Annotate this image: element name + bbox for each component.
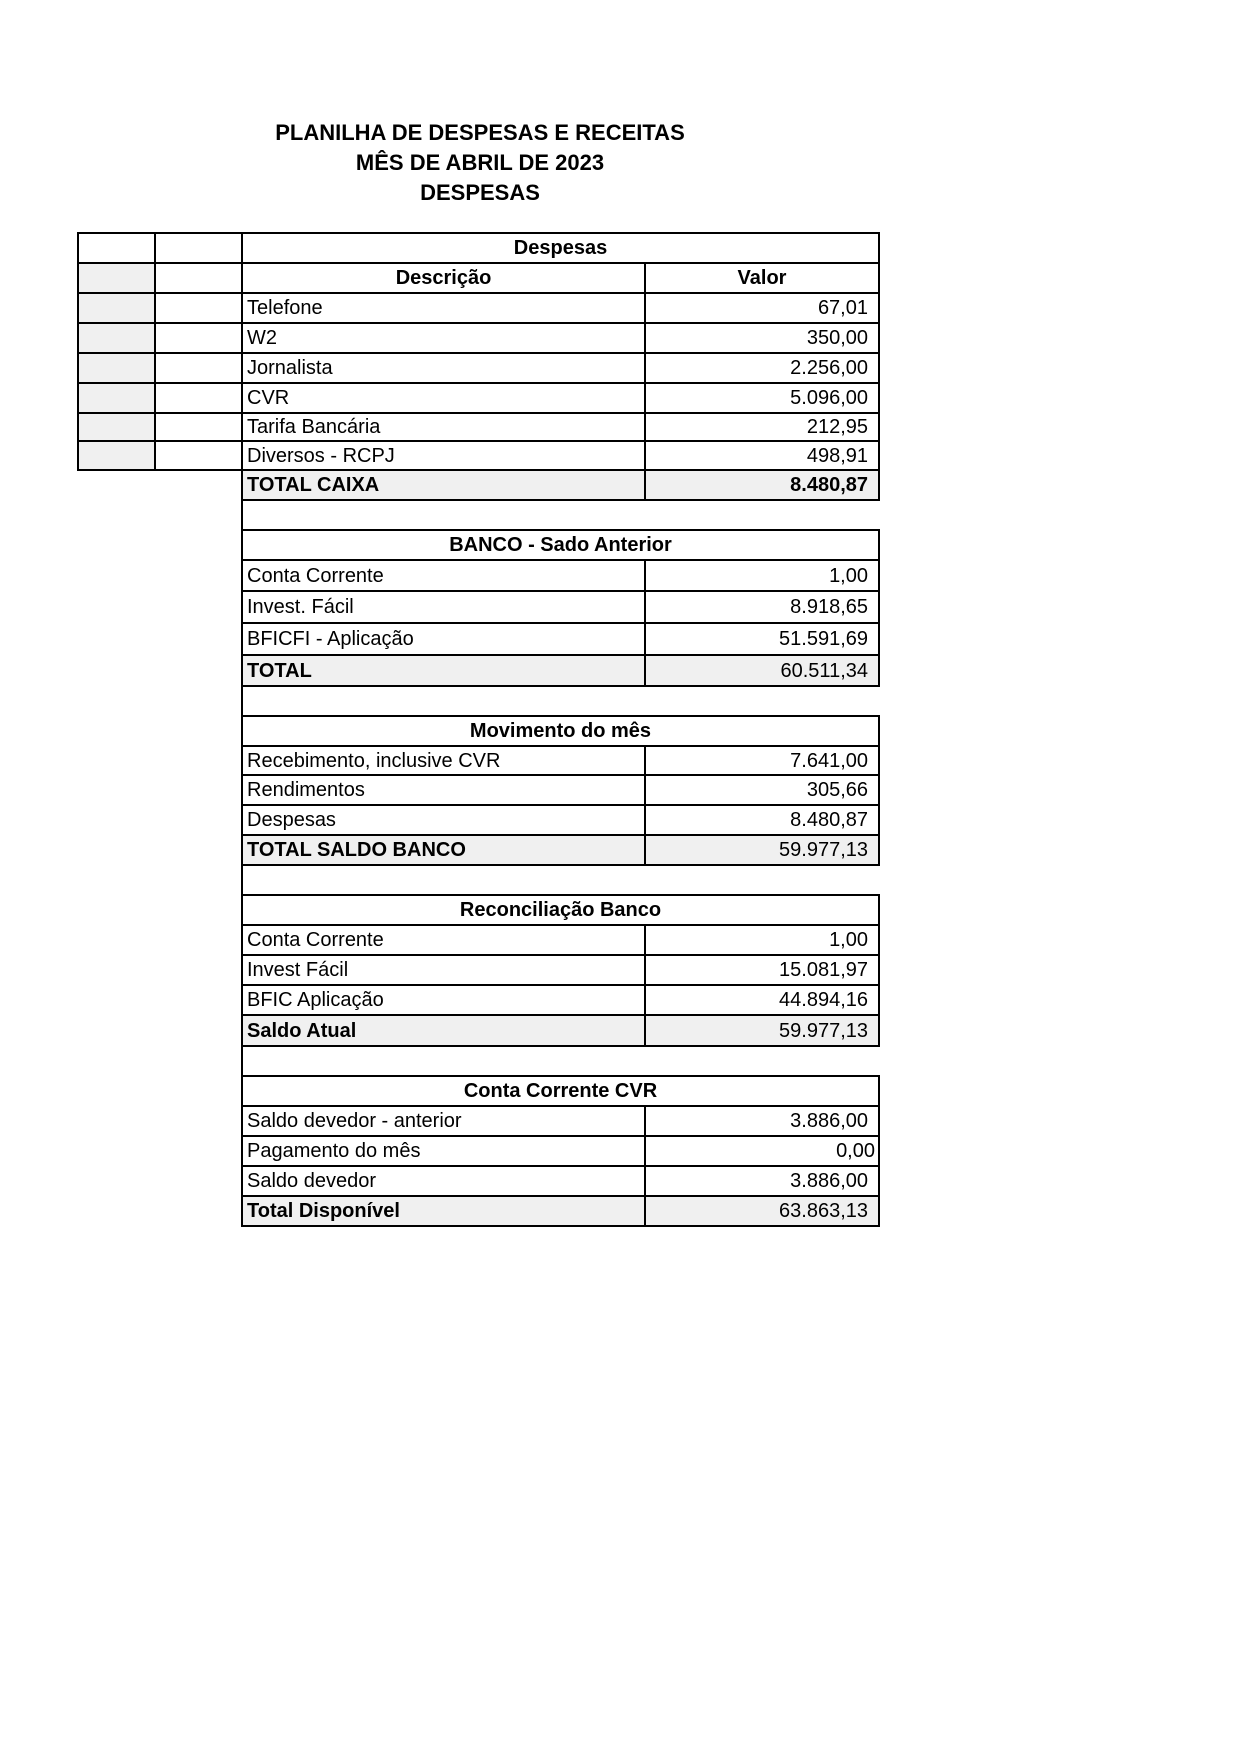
table-row-valor: 498,91 <box>644 440 880 471</box>
empty-cell <box>154 322 243 354</box>
table-row-valor: 350,00 <box>644 322 880 354</box>
table-row-desc: Jornalista <box>241 352 646 384</box>
empty-cell <box>154 440 243 471</box>
table-row-desc: Diversos - RCPJ <box>241 440 646 471</box>
table-row-valor: 3.886,00 <box>644 1165 880 1197</box>
banco-title: BANCO - Sado Anterior <box>241 529 880 561</box>
empty-cell <box>77 322 156 354</box>
table-row-desc: BFIC Aplicação <box>241 984 646 1016</box>
table-row-valor: 15.081,97 <box>644 954 880 986</box>
empty-cell <box>154 292 243 324</box>
table-row-valor: 44.894,16 <box>644 984 880 1016</box>
table-row-valor: 5.096,00 <box>644 382 880 414</box>
empty-cell <box>77 382 156 414</box>
col-header-descricao: Descrição <box>241 262 646 294</box>
empty-cell <box>77 440 156 471</box>
empty-cell <box>154 382 243 414</box>
spacer <box>241 685 243 717</box>
saldo-atual-valor: 59.977,13 <box>644 1014 880 1047</box>
banco-total-label: TOTAL <box>241 654 646 687</box>
table-row-valor: 8.480,87 <box>644 804 880 836</box>
table-row-desc: Rendimentos <box>241 774 646 806</box>
table-row-desc: Tarifa Bancária <box>241 412 646 442</box>
table-row-desc: CVR <box>241 382 646 414</box>
table-row-valor: 212,95 <box>644 412 880 442</box>
banco-total-valor: 60.511,34 <box>644 654 880 687</box>
empty-cell <box>154 352 243 384</box>
spacer <box>241 499 243 531</box>
table-row-valor: 51.591,69 <box>644 622 880 656</box>
table-row-valor: 1,00 <box>644 559 880 592</box>
sheet-titles <box>265 118 695 208</box>
total-disponivel-valor: 63.863,13 <box>644 1195 880 1227</box>
col-header-valor: Valor <box>644 262 880 294</box>
table-row-valor: 0,00 <box>644 1135 880 1167</box>
empty-cell <box>77 292 156 324</box>
total-saldo-banco-label: TOTAL SALDO BANCO <box>241 834 646 866</box>
table-row-desc: Invest. Fácil <box>241 590 646 624</box>
table-row-desc: Conta Corrente <box>241 924 646 956</box>
empty-cell <box>154 232 243 264</box>
table-row-valor: 7.641,00 <box>644 745 880 776</box>
table-row-desc: Recebimento, inclusive CVR <box>241 745 646 776</box>
reconciliacao-title: Reconciliação Banco <box>241 894 880 926</box>
table-row-valor: 305,66 <box>644 774 880 806</box>
total-saldo-banco-valor: 59.977,13 <box>644 834 880 866</box>
title-line-1: PLANILHA DE DESPESAS E RECEITAS <box>275 120 685 145</box>
empty-cell <box>77 412 156 442</box>
total-disponivel-label: Total Disponível <box>241 1195 646 1227</box>
table-row-desc: Saldo devedor - anterior <box>241 1105 646 1137</box>
movimento-title: Movimento do mês <box>241 715 880 747</box>
table-row-valor: 1,00 <box>644 924 880 956</box>
title-line-3: DESPESAS <box>420 180 540 205</box>
table-row-desc: Invest Fácil <box>241 954 646 986</box>
table-row-valor: 8.918,65 <box>644 590 880 624</box>
total-caixa-label: TOTAL CAIXA <box>241 469 646 501</box>
total-caixa-valor: 8.480,87 <box>644 469 880 501</box>
saldo-atual-label: Saldo Atual <box>241 1014 646 1047</box>
empty-cell <box>77 352 156 384</box>
title-line-2: MÊS DE ABRIL DE 2023 <box>355 150 605 175</box>
table-row-desc: W2 <box>241 322 646 354</box>
table-row-valor: 3.886,00 <box>644 1105 880 1137</box>
empty-cell <box>77 262 156 294</box>
table-row-desc: Pagamento do mês <box>241 1135 646 1167</box>
table-row-valor: 67,01 <box>644 292 880 324</box>
empty-cell <box>77 232 156 264</box>
table-row-desc: Saldo devedor <box>241 1165 646 1197</box>
table-row-desc: Despesas <box>241 804 646 836</box>
spacer <box>241 1045 243 1077</box>
table-row-desc: Telefone <box>241 292 646 324</box>
despesas-title: Despesas <box>241 232 880 264</box>
empty-cell <box>154 412 243 442</box>
spacer <box>241 864 243 896</box>
empty-cell <box>154 262 243 294</box>
cvr-title: Conta Corrente CVR <box>241 1075 880 1107</box>
table-row-desc: Conta Corrente <box>241 559 646 592</box>
table-row-desc: BFICFI - Aplicação <box>241 622 646 656</box>
table-row-valor: 2.256,00 <box>644 352 880 384</box>
